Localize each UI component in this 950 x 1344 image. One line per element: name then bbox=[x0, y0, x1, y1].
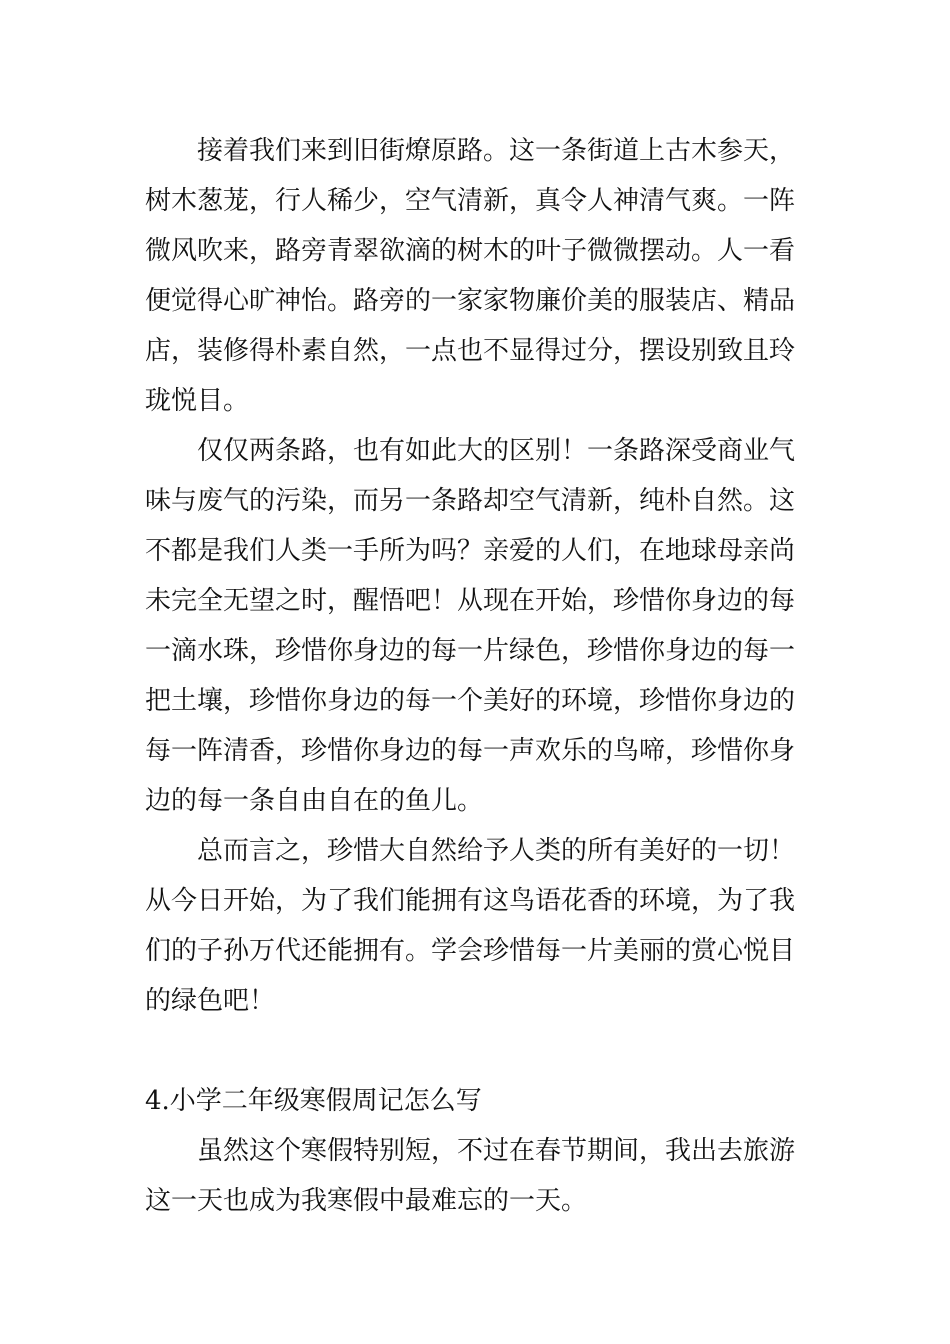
text-line: 边的每一条自由自在的鱼儿。 bbox=[145, 786, 484, 816]
text-line: 树木葱茏，行人稀少，空气清新，真令人神清气爽。一阵 bbox=[145, 186, 796, 216]
text-line: 不都是我们人类一手所为吗？亲爱的人们，在地球母亲尚 bbox=[145, 536, 796, 566]
text-line: 把土壤，珍惜你身边的每一个美好的环境，珍惜你身边的 bbox=[145, 686, 796, 716]
text-line: 便觉得心旷神怡。路旁的一家家物廉价美的服装店、精品 bbox=[145, 286, 796, 316]
text-line: 未完全无望之时，醒悟吧！从现在开始，珍惜你身边的每 bbox=[145, 586, 796, 616]
text-line: 一滴水珠，珍惜你身边的每一片绿色，珍惜你身边的每一 bbox=[145, 636, 796, 666]
paragraph-2 bbox=[145, 426, 809, 826]
paragraph-3 bbox=[145, 826, 809, 1026]
document-body bbox=[145, 126, 809, 1226]
text-line: 总而言之，珍惜大自然给予人类的所有美好的一切！ bbox=[197, 836, 796, 866]
text-line: 的绿色吧！ bbox=[145, 986, 276, 1016]
text-line: 接着我们来到旧街燎原路。这一条街道上古木参天， bbox=[197, 136, 796, 166]
text-line: 味与废气的污染，而另一条路却空气清新，纯朴自然。这 bbox=[145, 486, 796, 516]
text-line: 每一阵清香，珍惜你身边的每一声欢乐的鸟啼，珍惜你身 bbox=[145, 736, 796, 766]
paragraph-4 bbox=[145, 1126, 809, 1226]
text-line: 珑悦目。 bbox=[145, 386, 250, 416]
text-line: 们的子孙万代还能拥有。学会珍惜每一片美丽的赏心悦目 bbox=[145, 936, 796, 966]
text-line: 这一天也成为我寒假中最难忘的一天。 bbox=[145, 1186, 588, 1216]
text-line: 仅仅两条路，也有如此大的区别！一条路深受商业气 bbox=[197, 436, 796, 466]
text-line: 微风吹来，路旁青翠欲滴的树木的叶子微微摆动。人一看 bbox=[145, 236, 796, 266]
text-line: 从今日开始，为了我们能拥有这鸟语花香的环境，为了我 bbox=[145, 886, 796, 916]
text-line: 虽然这个寒假特别短，不过在春节期间，我出去旅游 bbox=[197, 1136, 796, 1166]
paragraph-1 bbox=[145, 126, 809, 426]
section-heading: 4.小学二年级寒假周记怎么写 bbox=[145, 1086, 482, 1116]
text-line: 店，装修得朴素自然，一点也不显得过分，摆设别致且玲 bbox=[145, 336, 796, 366]
